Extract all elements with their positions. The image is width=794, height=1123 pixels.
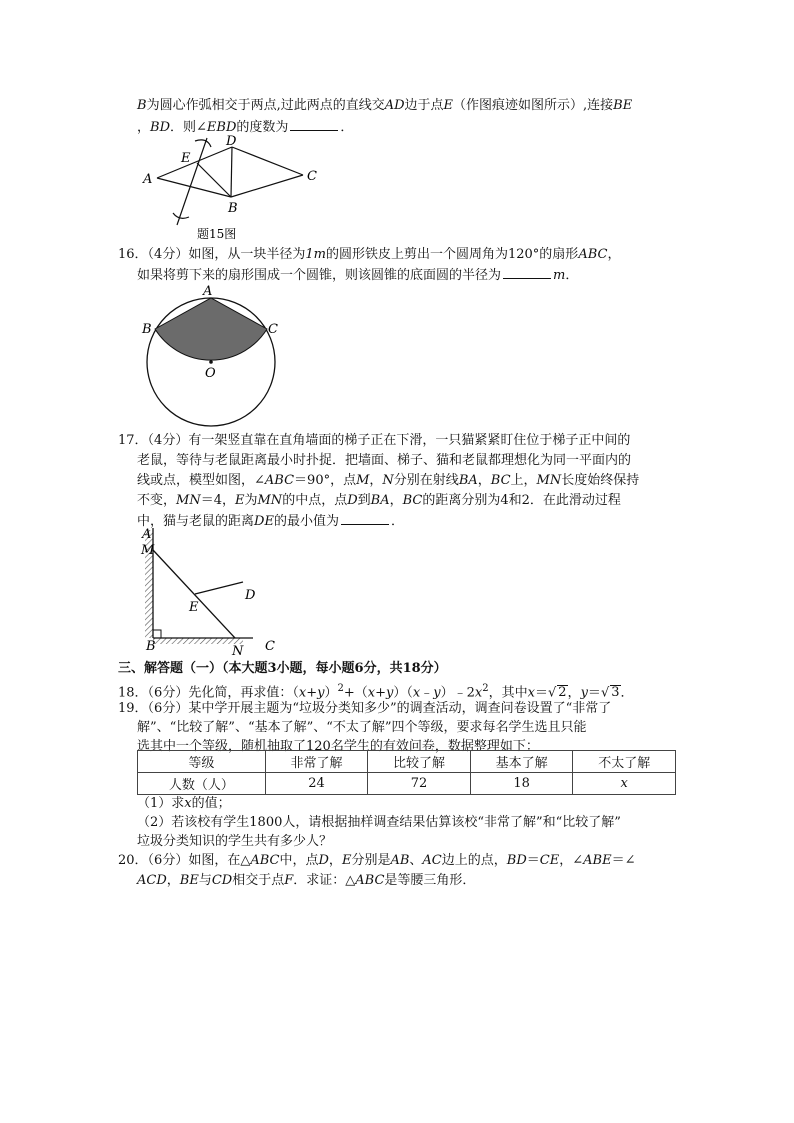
q17-line1: 17．（4分）有一架竖直靠在直角墙面的梯子正在下滑，一只猫紧紧盯住位于梯子正中间的 <box>118 433 631 448</box>
q19-line3: 选其中一个等级，随机抽取了120名学生的有效问卷，数据整理如下： <box>137 739 539 754</box>
q20-line1: 20．（6分）如图，在△ABC中，点D，E分别是AB、AC边上的点，BD＝CE，∠ABE＝∠ <box>118 853 636 868</box>
sqrt-sign: √ <box>547 685 557 701</box>
q15-line2: ，BD．则∠EBD的度数为 ． <box>137 120 354 135</box>
q20-line2: ACD，BE与CD相交于点F．求证：△ABC是等腰三角形． <box>137 873 476 888</box>
label-D: D <box>245 588 256 603</box>
figure-caption: 题15图 <box>197 227 237 241</box>
label-C: C <box>307 169 317 184</box>
table-cell: 72 <box>368 773 471 795</box>
survey-table <box>137 750 676 795</box>
q19-sub2-line2: 垃圾分类知识的学生共有多少人？ <box>137 834 333 849</box>
label-A: A <box>143 172 153 187</box>
q16-figure <box>135 280 285 430</box>
q19-sub1: （1）求x的值； <box>137 796 231 811</box>
label-B: B <box>228 201 238 216</box>
q17-figure <box>135 522 295 657</box>
table-cell: 人数（人） <box>138 773 266 795</box>
q17-line5: 中，猫与老鼠的距离DE的最小值为 ． <box>137 514 404 529</box>
label-M: M <box>141 543 155 558</box>
label-B: B <box>146 639 156 654</box>
table-cell: 不太了解 <box>573 751 676 773</box>
answer-blank <box>290 118 338 131</box>
segment-BE <box>197 163 231 197</box>
label-E: E <box>181 151 191 166</box>
ladder-MN <box>153 550 235 638</box>
label-C: C <box>265 639 275 654</box>
label-N: N <box>232 644 244 657</box>
label-D: D <box>226 135 237 149</box>
q15-figure <box>135 135 335 245</box>
table-cell: 18 <box>470 773 573 795</box>
table-cell: 比较了解 <box>368 751 471 773</box>
q19-line2: 解”、“比较了解”、“基本了解”、“不太了解”四个等级，要求每名学生选且只能 <box>137 720 587 735</box>
segment-DE <box>195 582 243 594</box>
q17-line2: 老鼠，等待与老鼠距离最小时扑捉．把墙面、梯子、猫和老鼠都理想化为同一平面内的 <box>137 453 632 468</box>
label-C: C <box>268 322 278 337</box>
q15-line1: B为圆心作弧相交于两点,过此两点的直线交AD边于点E（作图痕迹如图所示）,连接BE <box>137 98 633 113</box>
answer-blank <box>503 266 551 279</box>
center-O-dot <box>209 360 213 364</box>
segment-DC <box>232 147 303 175</box>
table-cell: 等级 <box>138 751 266 773</box>
q19-sub2-line1: （2）若该校有学生1800人，请根据抽样调查结果估算该校“非常了解”和“比较了解” <box>137 815 621 830</box>
table-cell: 24 <box>265 773 368 795</box>
q17-line3: 线或点，模型如图，∠ABC＝90°，点M，N分别在射线BA，BC上，MN长度始终保持 <box>137 473 640 488</box>
segment-AB <box>157 178 231 197</box>
segment-BD <box>231 147 232 197</box>
label-O: O <box>205 366 216 381</box>
arc-top <box>195 140 211 147</box>
segment-BC <box>231 175 303 197</box>
section-heading: 三、解答题（一）（本大题3小题，每小题6分，共18分） <box>118 661 447 676</box>
label-E: E <box>189 600 199 615</box>
sqrt-sign: √ <box>600 685 610 701</box>
q19-line1: 19．（6分）某中学开展主题为“垃圾分类知多少”的调查活动，调查问卷设置了“非常了 <box>118 701 612 716</box>
table-cell: 非常了解 <box>265 751 368 773</box>
floor-hatching <box>153 638 243 644</box>
table-row <box>138 773 676 795</box>
q18-line: 18．（6分）先化简，再求值：$(x+y)^2+(x+y)(x﹣y)﹣2x^2$，其中x＝√ 2，y＝√ 3． <box>118 683 634 701</box>
label-A: A <box>203 284 213 299</box>
table-header-row <box>138 751 676 773</box>
q16-line1: 16．（4分）如图，从一块半径为1m的圆形铁皮上剪出一个圆周角为120°的扇形ABC， <box>118 247 621 262</box>
label-B: B <box>142 322 152 337</box>
right-angle-mark <box>153 630 161 638</box>
table-cell: 基本了解 <box>470 751 573 773</box>
answer-blank <box>341 512 389 525</box>
q16-line2: 如果将剪下来的扇形围成一个圆锥，则该圆锥的底面圆的半径为 m． <box>137 268 579 283</box>
sector-ABC <box>155 298 267 360</box>
table-cell: x <box>573 773 676 795</box>
q17-line4: 不变，MN＝4，E为MN的中点，点D到BA，BC的距离分别为4和2．在此滑动过程 <box>137 493 621 508</box>
label-A: A <box>142 527 152 542</box>
